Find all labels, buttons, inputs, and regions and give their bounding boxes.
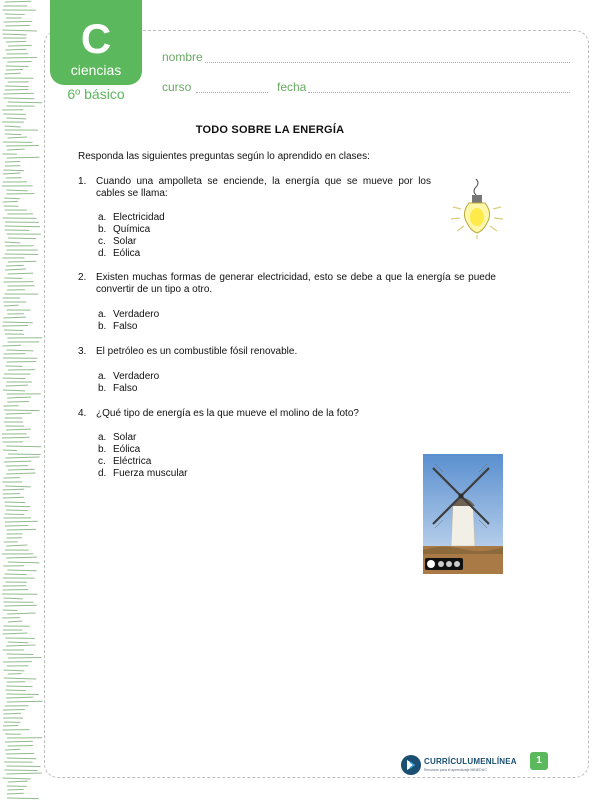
date-field[interactable]: [308, 92, 570, 93]
q1-option-d[interactable]: d. Eólica: [98, 248, 141, 259]
subject-letter: C: [80, 15, 112, 62]
question-1-text: Cuando una ampolleta se enciende, la energía que se mueve por los: [96, 176, 431, 187]
subject-name: ciencias: [70, 62, 122, 78]
instructions: Responda las siguientes preguntas según lo aprendido en clases:: [78, 151, 370, 162]
grade-level: 6º básico: [67, 86, 125, 102]
logo-text: CURRÍCULUMENLÍNEA: [424, 757, 517, 766]
question-3-text: El petróleo es un combustible fósil renovable.: [96, 346, 298, 357]
q1-option-a[interactable]: a. Electricidad: [98, 212, 165, 223]
name-field[interactable]: [205, 62, 570, 63]
date-label: fecha: [277, 80, 307, 94]
lightbulb-icon: [445, 177, 510, 242]
question-4-number: 4.: [78, 408, 87, 419]
question-1-number: 1.: [78, 176, 87, 187]
page-frame: [44, 30, 589, 778]
question-3-number: 3.: [78, 346, 87, 357]
q2-option-b[interactable]: b. Falso: [98, 321, 138, 332]
name-label: nombre: [162, 50, 203, 64]
course-field[interactable]: [196, 92, 268, 93]
q1-option-c[interactable]: c. Solar: [98, 236, 137, 247]
side-texture: [0, 0, 44, 800]
q4-option-a[interactable]: a. Solar: [98, 432, 137, 443]
question-2-text: Existen muchas formas de generar electricidad, esto se debe a que la energía se puede: [96, 272, 496, 283]
page-number: 1: [530, 752, 548, 770]
course-label: curso: [162, 80, 192, 94]
curriculum-logo[interactable]: [400, 754, 517, 780]
question-2-text-cont: convertir de un tipo a otro.: [96, 284, 213, 295]
q3-option-b[interactable]: b. Falso: [98, 383, 138, 394]
q4-option-d[interactable]: d. Fuerza muscular: [98, 468, 188, 479]
question-1-text-cont: cables se llama:: [96, 188, 168, 199]
worksheet-title: TODO SOBRE LA ENERGÍA: [195, 124, 345, 136]
question-4-text: ¿Qué tipo de energía es la que mueve el molino de la foto?: [96, 408, 359, 419]
q1-option-b[interactable]: b. Química: [98, 224, 151, 235]
q3-option-a[interactable]: a. Verdadero: [98, 371, 160, 382]
subject-badge: [50, 0, 142, 85]
logo-subtitle: Recursos para el aprendizaje MINEDUC: [424, 768, 487, 772]
windmill-photo: [423, 454, 503, 574]
question-2-number: 2.: [78, 272, 87, 283]
q4-option-b[interactable]: b. Eólica: [98, 444, 141, 455]
q2-option-a[interactable]: a. Verdadero: [98, 309, 160, 320]
q4-option-c[interactable]: c. Eléctrica: [98, 456, 152, 467]
logo-mark-icon: [400, 754, 422, 776]
